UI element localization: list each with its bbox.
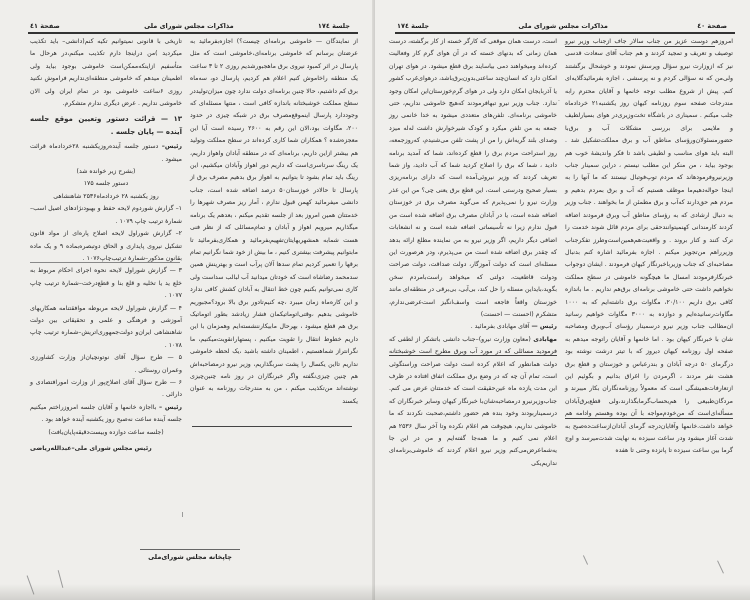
scan-strike-line: [389, 355, 557, 356]
agenda-title: دستور جلسه ۱۷۵: [83, 180, 129, 188]
speech-text: از نمایندگان — خاموشی برنامه‌ای چیست؟) اجازه‌بفرمائید به عرضتان برسانم که خاموشی برنامه‌ای،خاموشی است که مثل پارسال در اثر کمبود نیروی برق ماهجبورشدیم روزی ۲ تا ۳ ساعت یک منطقه راخاموش کنیم اعلام هم کردیم، پارسال دو، سه‌ماه برق کم داشتیم، حالا چنین برنامه‌ای دولت ندارد چون میزان‌تولیددر سطح مملکت خوشبختانه باندازه کافی است ، منتها مسئله‌ای که وجوددارد پارسال اینموقع‌مصرف برق در شبکه چیزی در حدود ۲۰۰، مگاوات بود،الان این رقم به ۲۶۰۰ رسیده است آیا این معجزه‌شده ؟ همکاران شما کاری کرده‌اند در سطح مملکت وتولید هم بیشتر ازاین داریم، برنامه‌ای که در منطقه آبادان واهواز داریم، یک رینگ سرتاسری‌است که داریم دور اهواز وآبادان میکشیم، این رینگ باید تمام بشود تا بتوانیم به اهواز برق بدهیم مصرف برق از پارسال تا حالادر خوزستان۵۰ درصد اضافه شده است، جناب دانشی میفرمائید کهمن قبول ندارم ، آمار ریز مصرف شهرها را خدمتتان همین امروز بعد از جلسه تقدیم میکنم ، بعدهم یک برنامه میگذاریم میرویم اهواز و آبادان و تمام‌مسائلی که از نظر فنی هست شمابه همشهریهایتان‌تفهیم‌بفرمائید و همکاری‌بفرمائید تا مابتوانیم پیشرفت بیشتری کنیم ، ما بیش از خود شما نگرانیم تمام برقها را تعمیر کردیم تمام سدها آلان پرآب است و بهترینش همین سدمحمد رضاشاه است که خودتان میدانید آب لبالب سداست ولی کاری نمی‌توانیم بکنیم چون خط انتقال به آبادان کشش کافی ندارد و این کاره‌ماه زمان میبرد ،چه کنیم‌تادور برق بالا برود؟مجبوریم خاموشی بدهیم ،وقتی‌اتوماتیکمان فشار زیادشد بطور اتوماتیک برق هم قطع میشود ، بهرحال مابیکارننشسته‌ایم وهمزمان با این داریم خطوط انتقال را تقویت میکنیم ، پستهارانقویت‌میکنیم، ما نگرانتراز شماهستیم ، اطمینان داشته باشید ،یک لحظه خاموشی نداریم تااین یکسال را پشت سربگذاریم، وزیر نیرو درمصاحبه‌اش هم چنین چیزی‌نگفته واگر خبرنگاران در روز نامه چنین‌چیزی نوشته‌اند من‌تکذیب میکنم ، من به مندرجات روزنامه به عنوان یکسند: [190, 38, 358, 405]
president-label: رئیس–: [161, 143, 182, 151]
scan-strike-line: [30, 262, 180, 263]
journal-title: مذاکرات مجلس شورای ملی: [518, 22, 608, 30]
agenda-date: روز یکشنبه ۲۸ خردادماه۲۵۳۶ شاهنشاهی: [53, 192, 159, 200]
scan-strike-line: [565, 418, 733, 419]
scan-strike-line: [565, 46, 715, 47]
scan-speck: [717, 560, 724, 573]
read-note: (بشرح زیر خوانده شد): [76, 168, 136, 176]
scan-bottom-edge: [0, 584, 750, 600]
end-note: (جلسه ساعت دوازده وبیست‌دقیقه‌پایان‌یافت): [48, 428, 164, 436]
right-page-column-right: [565, 36, 733, 458]
left-page-column-left: [30, 36, 182, 455]
scan-speck: [583, 555, 588, 564]
running-head-left: [30, 20, 350, 32]
speaker-text: (معاون وزارت نیرو)–جناب دانشی باتشکر از لطفی که فرمودید مسائلی که در مورد آب وبرق مطرح است خوشبختانه دولت همانطور که اعلام کرده است دولت صراحت وراستگوئی است، تمام آن چه که در وضع برق مملکت اتفاق افتاده در ظرف این مدت یازده ماه عین‌حقیقت است که خدمتتان عرض می کنم. جناب‌وزیرنیرو درمصاحبه‌شان‌با خبرنگار کیهان وسایر خبرنگاران که درسمیناربودند وخود بنده هم حضور داشتم،صحبت نکردند که ما خاموشی نداریم، هیچوقت هم اعلام نکرده وتا آخر سال ۲۵۳۶ هم اعلام نمی کنیم و ما همه‌جا گفته‌ایم و من در این جا یه‌شماعرض‌می‌کنم وزیر نیرو اعلام کردند که خاموشی‌برنامه‌ای نداریم‌یکی: [389, 335, 557, 467]
right-page-column-left: [389, 36, 557, 470]
journal-title: مذاکرات مجلس شورای ملی: [144, 22, 234, 30]
imprint-rule: [140, 549, 240, 550]
margin-mark: ·: [558, 98, 560, 105]
agenda-item: ۲– گزارش شوراول لایحه اصلاح پاره‌ای از مواد قانون تشکیل نیروی پایداری و الحاق دوتبصره‌بماده ۹ و یک ماده بقانون مذکور–شمارهٔ ترتیب‌چاپ۱۰۷۶ .: [30, 230, 182, 262]
left-page-column-right: [190, 36, 358, 408]
header-rule: [28, 32, 358, 34]
speech-text: امروزهم دوست عزیز من جناب سالار جاف ازجناب وزیر نیرو توصیف و تعریف و تمجید کردند و هم جناب آقای سعادت قدسی نیز که ازوزارت نیرو سؤال وپرسش نمودند و خوشحال برگشتند ولی‌من که نه سؤالی کردم و نه پرسشی ، اجازه بفرمائیدگلایه‌ای کنم. پیش از شروع مطلب توجه خانمها و آقایان محترم رابه مندرجات صفحه سوم روزنامه کیهان روز یکشنبه۲۱ خردادماه جلب میکنم . سمیناری در باشگاه تخت‌وزیری‌در هوای بسیارلطیف و ملایمی برای بررسی مشکلات آب و برق‌با حضور‌مسئولان‌ورؤسای مناطق آب و برق مملکت‌تشکیل شد . البته باید هوای مناسب و لطیفی باشد تا فکر واندیشهٔ خوب هم بوجود بیاید ، من منکر این مطلب نیستم ، دراین سمینار جناب وزیرنیروفرمودهاند که مردم توپ‌فوتبال نیستند که ما آنها را به اینجا حواله‌دهیم‌ما موظف هستیم که آب و برق بمردم بدهیم و مردم هم حق‌دارند که‌آب و برق مطمئن از ما بخواهند . جناب وزیر به دنبال ارشادی که به رؤسای مناطق آب وبرق فرمودند اضافه کردند کارمندانی کهنمیتوانندحقی برای مردم قائل شوند خدمت را ترک کنند و کنار بروند . و واقعیت‌هم‌همین‌است‌وطرز تفکرجناب وزیرراهم من‌تجویز میکنم . اجازه بفرمائید اشاره کنم بدنبال مصاحبه‌ای که جناب وزیرباخبرنگار کیهان فرمودند . ایشان دوجواب خبرنگارفرمودند امسال ما هیچگونه خاموشی در سطح مملکت نخواهیم داشت حتی خاموشی برنامه‌ای برق‌هم نداریم . ما باندازه کافی برق داریم ۲۰/۱۰۰، مگاوات برق داشته‌ایم که به ۱۰۰۰ مگاوات‌رسانیده‌ایم و دوازده به ۳۰۰۰ مگاوات خواهیم رسانید ان‌مطالب جناب وزیر نیرو درسمینار رؤسای آب‌وبرق ومصاحبه شان با خبرنگار کیهان بود . اما خانمها و آقایان راتوجه میدهم به صفحه اول روزنامه کیهان دیروز که با تیتر درشت نوشته بود درگرمای ۵۰ درجه آبادان و بندرعباس و خوزستان و قطع برق هشت نفر مردند ، اگرمردن را اغراق بدانیم و بگوئیم این ازتعارفات‌همیشگی است که معمولاً روزنامه‌نگاران بکار میبرند و مردگان‌طبیعی را هم‌بحساب‌گرمابگذارند،ولی قطع‌برق‌آبادان مسأله‌ای‌است که من‌خودم‌مواجه با آن بوده وهستم وادامه هم خواهد داشت.خانمها وآقایان‌درجه گرمای آبادان‌ازساعت‌ده‌صبح به شدت آغاز میشود ودر ساعت سیزده به نهایت شدت‌میرسد و اوج گرما بین ساعت سیزده تا پانزده وحتی تا هفده: [565, 38, 733, 455]
session-label: جلسة ١٧٤: [397, 22, 430, 30]
president-text: آقای مهابادی بفرمائید .: [470, 323, 530, 331]
president-label: رئیس —: [531, 323, 557, 331]
scan-strike-line: [192, 426, 352, 427]
page-number: صفحة ٤٠: [697, 22, 727, 30]
scan-speck: [182, 512, 183, 517]
president-text: دستور جلسه آینده‌روزیکشنبه ۲۸خردادماه قرائت میشود .: [30, 143, 182, 163]
session-label: جلسة ١٧٤: [317, 22, 350, 30]
section-heading: ۱۳ — قرائت دستور وتعیین موقع جلسه آینده — پایان جلسه .: [30, 115, 182, 136]
agenda-item: ۵ — طرح سؤال آقای نوتونچیان‌از وزارت کشاورزی وعمران روستائی .: [30, 354, 182, 374]
closing-label: رئیس –: [158, 403, 182, 411]
page-40: [375, 0, 750, 600]
signature: رئیس مجلس شورای ملی–عبدالله‌ریاضی: [30, 445, 152, 452]
header-rule: [395, 32, 735, 34]
agenda-item: ۱– گزارش شوردوم لایحه حفظ و بهبودنژادهای اصیل اسب–شمارهٔ ترتیب چاپ ۱۰۷۹ .: [30, 205, 182, 225]
running-head-right: [397, 20, 727, 32]
page-number: صفحة ٤١: [30, 22, 60, 30]
agenda-item: ۶ — طرح سؤال آقای اصلاح‌پور از وزارت امورافتصادی و دارائی .: [30, 378, 182, 399]
speech-text: است، درست همان موقعی که کارگر خسته از کار برگشته، درست همان زمانی که بدنهای خسته که در آن هوای گرم کار وفعالیت کرده‌اند ومیخواهند دمی بیاسایند برق قطع میشود. در هوای تهران امکان دارد که انسان‌چند ساعتی‌بدون‌برق‌باشد، درهوای‌غرب کشور یا آذربایجان امکان دارد ولی در هوای گرم‌خوزستان‌این امکان وجود ندارد. جناب وزیر نیرو تبهافرمودند که‌هیچ خاموشی نداریم، حتی خاموشی برنامه‌ای. تلفن‌های متعددی میشود به خدا خانمی روز جمعه به من تلفن میکرد و کودک شیرخوارش داشت له‌له میزد وصدای بلند گریه‌اش را من از پشت تلفن می‌شنیدم، که‌روزجمعه، روز استراحت مردم برق را قطع کرده‌اند، شما که آمدید برنامه دادید ، شما که برق را اصلاح کردید شما که آب دادید، واز شما تعریف کردند که وزیر نیروئی‌آمده است که دارای برنامه‌ریزی بسیار صحیح ودرستی است، این قطع برق یعنی چی؟ من این عذر وزارت نیرو را نمی‌پذیرم که می‌گوید مصرف برق در خوزستان اضافه شده است، یا در آبادان مصرف برق اضافه شده است من قبول ندارم زیرا نه تأسیساتی اضافه شده است و نه انشعابات اضافی دیگر داریم، اگر وزیر نیرو به من نماینده مطلع ارائه بدهد که چقدر برق اضافه شده است من می‌پذیرم، ودر هرصورت این مسئله‌ای است که دولت آموزگار، دولت صداقت، دولت صراحت ودولت قاطعیت، دولتی که میخواهد راست‌بامردم سخن بگوید،بایداین مسئله را حل کند، بی‌آبی، بی‌برقی در منطقه‌ای مانند خوزستان واقعاً فاجعه است واسف‌انگیز است‌عرضی‌ندارم، متشکرم (احسنت — احسنت): [389, 38, 557, 318]
intro-text: تاریخی با قانونی نمیتوانیم تکیه کنم(دانشی– باید تکذیب میکردید )من دراینجا دارم تکذیب میکنم،در هرحال ما متأسفیم ازاینکه‌ممکن‌است خاموشی بوجود بیاید ولی اطمینان میدهم که خاموشی منطقه‌ای‌نداریم فراموش نکنید روزی ۶ساعت خاموشی بود در تمام ایران ولی الان خاموشی نداریم . عرض دیگری ندارم متشکرم.: [30, 38, 182, 108]
agenda-item: ۳ — گزارش شوراول لایحه نحوه اجرای احکام مربوط به خلع ید یا تخلیه و قلع بنا و قطع‌درخت–شمارهٔ ترتیب چاپ ۱۰۷۷ .: [30, 267, 182, 300]
closing-text: بااجازه خانمها و آقایان جلسه امروزراختم میکنیم جلسه آینده ساعت نه‌صبح روز یکشنبه آینده خواهد بود .: [30, 403, 182, 424]
printer-imprint: چاپخانه مجلس شورای‌ملی: [148, 553, 232, 561]
agenda-item: ۴ — گزارش شوراول لایحه مربوطه موافقتنامه همکاریهای آموزشی و فرهنگی و علمی و تحقیقاتی بین دولت شاهنشاهی ایران‌و دولت‌جمهوری‌اتریش–شماره ترتیب چاپ ۱۰۷۸ .: [30, 304, 182, 349]
speaker-label: مهابادی: [533, 335, 557, 343]
